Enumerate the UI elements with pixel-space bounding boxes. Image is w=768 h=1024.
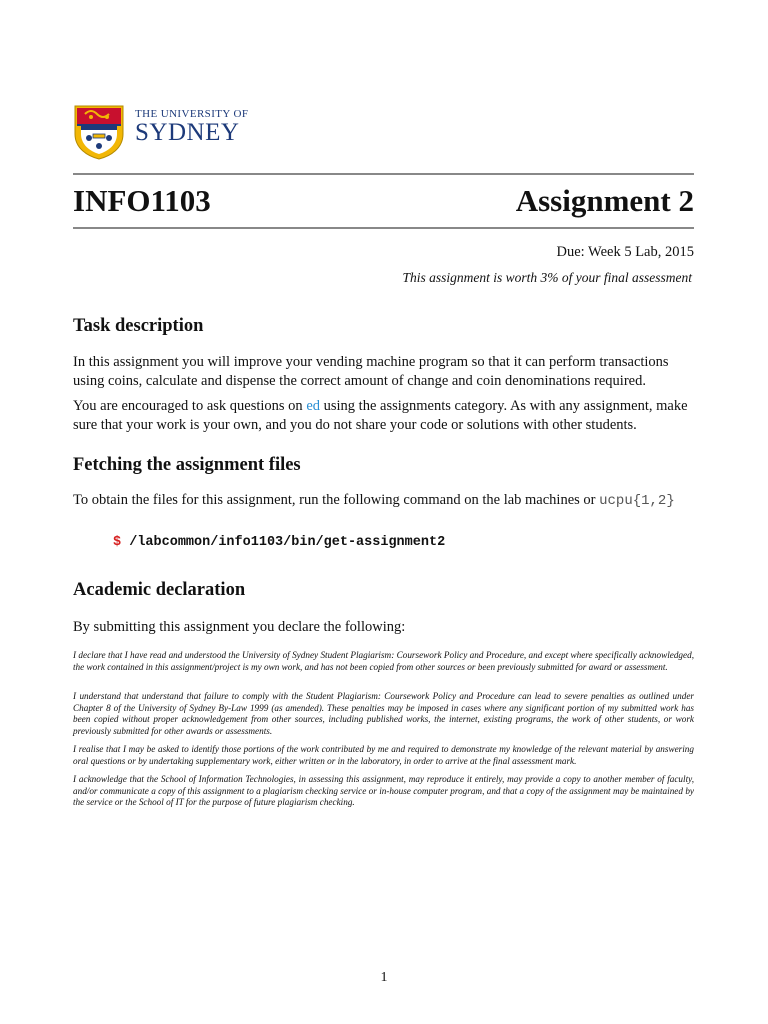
due-date: Due: Week 5 Lab, 2015 bbox=[556, 244, 694, 260]
university-logo bbox=[73, 104, 249, 160]
para2-text-before: You are encouraged to ask questions on bbox=[73, 398, 307, 414]
task-description-paragraph-1: In this assignment you will improve your vending machine program so that it can perform transactions using coins, calculate and dispense the correct amount of change and coin denominations required. bbox=[73, 354, 669, 389]
command-text: /labcommon/info1103/bin/get-assignment2 bbox=[129, 535, 446, 550]
academic-declaration-intro: By submitting this assignment you declare the following: bbox=[73, 619, 406, 635]
header-rule-top bbox=[73, 173, 694, 175]
ed-link[interactable]: ed bbox=[306, 398, 320, 414]
declaration-item: I acknowledge that the School of Information Technologies, in assessing this assignment, may reproduce it entirely, may provide a copy to another member of faculty, and/or communicate a copy of this assignment to a plagiarism checking service or in-house computer program, and that a copy of the assignment may be maintained by the service or the School of IT for the purpose of future plagiarism checking. bbox=[73, 774, 694, 807]
university-crest-icon bbox=[73, 104, 125, 160]
assessment-weight: This assignment is worth 3% of your final assessment bbox=[402, 270, 692, 285]
logo-line-2: SYDNEY bbox=[135, 119, 240, 146]
page-number: 1 bbox=[380, 970, 388, 985]
assignment-title: Assignment 2 bbox=[515, 183, 694, 218]
fetching-files-paragraph bbox=[73, 491, 694, 511]
para2-text-after: using the assignments category. As with any assignment, make sure that your work is your own, and you do not share your code or solutions with other students. bbox=[73, 398, 688, 433]
fetching-files-heading: Fetching the assignment files bbox=[73, 455, 301, 475]
declaration-item: I understand that understand that failure to comply with the Student Plagiarism: Coursework Policy and Procedure can lead to severe penalties as outlined under Chapter 8 of the University of Sydney By-Law 1999 (as amended). These penalties may be imposed in cases where any significant portion of my submitted work has been copied without proper acknowledgement from other sources, including published works, the internet, existing programs, the work of other students, or work previously submitted for other awards or assessments. bbox=[73, 691, 694, 736]
logo-line-1: THE UNIVERSITY OF bbox=[135, 108, 249, 120]
lab-hosts: ucpu{1,2} bbox=[599, 493, 675, 509]
fetch-text: To obtain the files for this assignment, run the following command on the lab machines or bbox=[73, 492, 600, 508]
header-rule-bottom bbox=[73, 227, 694, 229]
shell-prompt: $ bbox=[113, 535, 122, 550]
declaration-item: I realise that I may be asked to identify those portions of the work contributed by me and required to demonstrate my knowledge of the relevant material by answering oral questions or by undertaking supplementary work, either written or in the laboratory, in order to arrive at the final assessment mark. bbox=[73, 744, 694, 766]
declaration-item: I declare that I have read and understood the University of Sydney Student Plagiarism: Coursework Policy and Procedure, and except where specifically acknowledged, the work contained in this assignment/project is my own work, and has not been copied from other sources or been previously submitted for award or assessment. bbox=[73, 650, 694, 672]
shell-command bbox=[113, 535, 445, 550]
logo-wordmark bbox=[135, 108, 248, 146]
course-code: INFO1103 bbox=[73, 183, 211, 218]
task-description-paragraph-2 bbox=[73, 397, 694, 435]
task-description-heading: Task description bbox=[73, 316, 204, 336]
academic-declaration-heading: Academic declaration bbox=[73, 580, 246, 600]
